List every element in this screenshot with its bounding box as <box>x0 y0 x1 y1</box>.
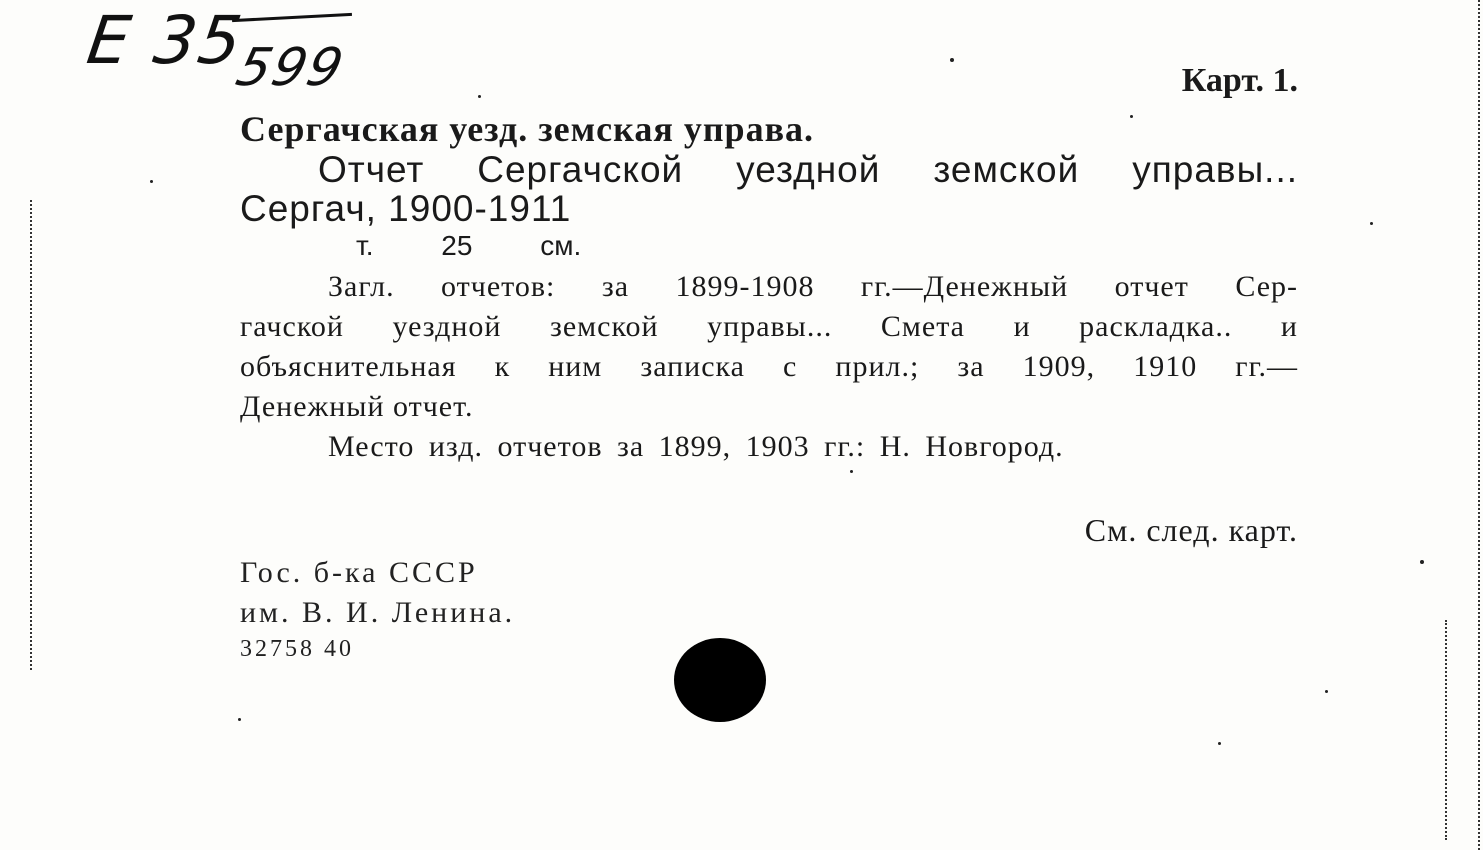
speck <box>1420 560 1424 564</box>
see-next-card: См. след. карт. <box>1084 512 1298 548</box>
bottom-right-mark <box>1445 620 1447 840</box>
library-line-2: им. В. И. Ленина. <box>240 596 516 629</box>
title-line-2: Сергач, 1900-1911 <box>240 188 572 229</box>
shelfmark-rule <box>232 13 352 22</box>
right-edge-mark <box>1478 0 1480 850</box>
title-line-1: Отчет Сергачской уездной земской управы... <box>318 149 1298 190</box>
left-edge-mark <box>30 200 32 670</box>
speck <box>1130 115 1133 118</box>
volumes-size: т. 25 см. <box>356 230 582 261</box>
speck <box>478 95 481 98</box>
speck <box>1218 742 1221 745</box>
speck <box>1370 222 1373 225</box>
library-line-1: Гос. б-ка СССР <box>240 556 478 589</box>
speck <box>238 718 241 721</box>
note-line-3: объяснительная к ним записка с прил.; за 1909, 1910 гг.— <box>240 350 1298 383</box>
note-line-4: Денежный отчет. <box>240 390 474 423</box>
library-line-3: 32758 40 <box>240 636 354 662</box>
note-line-5: Место изд. отчетов за 1899, 1903 гг.: Н. Новгород. <box>328 430 1064 463</box>
speck <box>950 58 954 62</box>
speck <box>1325 690 1328 693</box>
note-line-2: гачской уездной земской управы... Смета и раскладка.. и <box>240 310 1298 343</box>
handwritten-shelfmark-top: E 35 <box>82 2 249 79</box>
handwritten-shelfmark-bottom: 599 <box>230 38 351 98</box>
card-heading: Сергачская уезд. земская управа. <box>240 109 815 149</box>
note-line-1: Загл. отчетов: за 1899-1908 гг.—Денежный отчет Сер- <box>328 270 1298 303</box>
speck <box>850 470 853 473</box>
card-number: Карт. 1. <box>1181 62 1298 99</box>
speck <box>150 180 153 183</box>
punch-hole <box>674 638 766 722</box>
